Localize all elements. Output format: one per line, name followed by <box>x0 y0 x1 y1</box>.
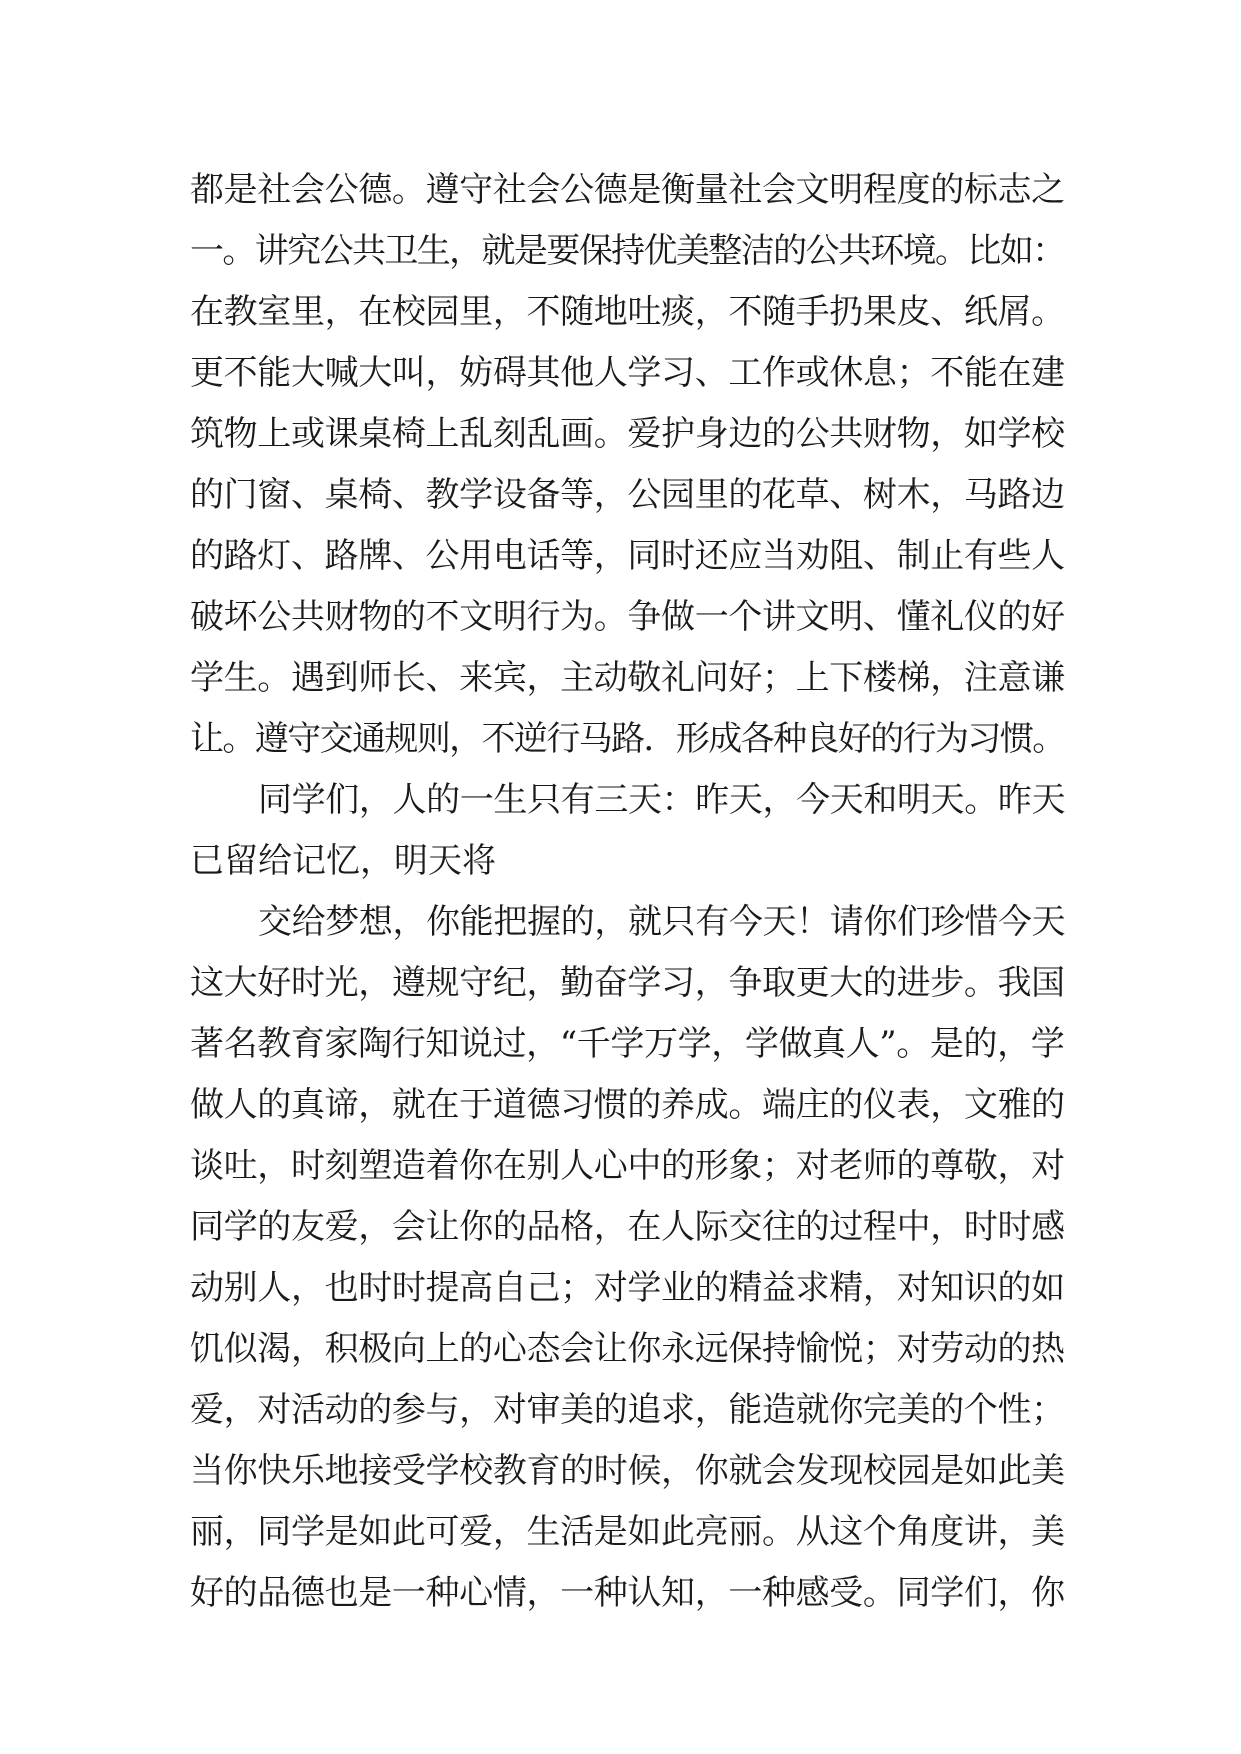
text-line: 让。遵守交通规则，不逆行马路．形成各种良好的行为习惯。 <box>190 719 1065 759</box>
text-line: 破坏公共财物的不文明行为。争做一个讲文明、懂礼仪的好 <box>190 597 1065 637</box>
text-line: 都是社会公德。遵守社会公德是衡量社会文明程度的标志之 <box>190 170 1065 210</box>
text-line: 一。讲究公共卫生，就是要保持优美整洁的公共环境。比如： <box>190 231 1065 271</box>
paragraph-first-line: 同学们，人的一生只有三天：昨天，今天和明天。昨天 <box>258 780 1066 820</box>
text-line: 学生。遇到师长、来宾，主动敬礼问好；上下楼梯，注意谦 <box>190 658 1065 698</box>
text-line: 的路灯、路牌、公用电话等，同时还应当劝阻、制止有些人 <box>190 536 1065 576</box>
text-line: 丽，同学是如此可爱，生活是如此亮丽。从这个角度讲，美 <box>190 1512 1065 1552</box>
text-line: 爱，对活动的参与，对审美的追求，能造就你完美的个性； <box>190 1390 1065 1430</box>
text-line: 做人的真谛，就在于道德习惯的养成。端庄的仪表，文雅的 <box>190 1085 1065 1125</box>
text-line: 谈吐，时刻塑造着你在别人心中的形象；对老师的尊敬，对 <box>190 1146 1065 1186</box>
text-line: 当你快乐地接受学校教育的时候，你就会发现校园是如此美 <box>190 1451 1065 1491</box>
text-line: 在教室里，在校园里，不随地吐痰，不随手扔果皮、纸屑。 <box>190 292 1065 332</box>
text-line: 的门窗、桌椅、教学设备等，公园里的花草、树木，马路边 <box>190 475 1065 515</box>
text-line: 动别人，也时时提高自己；对学业的精益求精，对知识的如 <box>190 1268 1065 1308</box>
text-line: 已留给记忆，明天将 <box>190 841 496 881</box>
text-line: 这大好时光，遵规守纪，勤奋学习，争取更大的进步。我国 <box>190 963 1065 1003</box>
body-text <box>190 160 1070 1624</box>
text-line: 著名教育家陶行知说过，“千学万学，学做真人”。是的，学 <box>190 1024 1065 1064</box>
text-line: 筑物上或课桌椅上乱刻乱画。爱护身边的公共财物，如学校 <box>190 414 1065 454</box>
text-line: 同学的友爱，会让你的品格，在人际交往的过程中，时时感 <box>190 1207 1065 1247</box>
text-line: 饥似渴，积极向上的心态会让你永远保持愉悦；对劳动的热 <box>190 1329 1065 1369</box>
text-line: 好的品德也是一种心情，一种认知，一种感受。同学们，你 <box>190 1573 1065 1613</box>
text-line: 更不能大喊大叫，妨碍其他人学习、工作或休息；不能在建 <box>190 353 1065 393</box>
paragraph-first-line: 交给梦想，你能把握的，就只有今天！请你们珍惜今天 <box>258 902 1066 942</box>
